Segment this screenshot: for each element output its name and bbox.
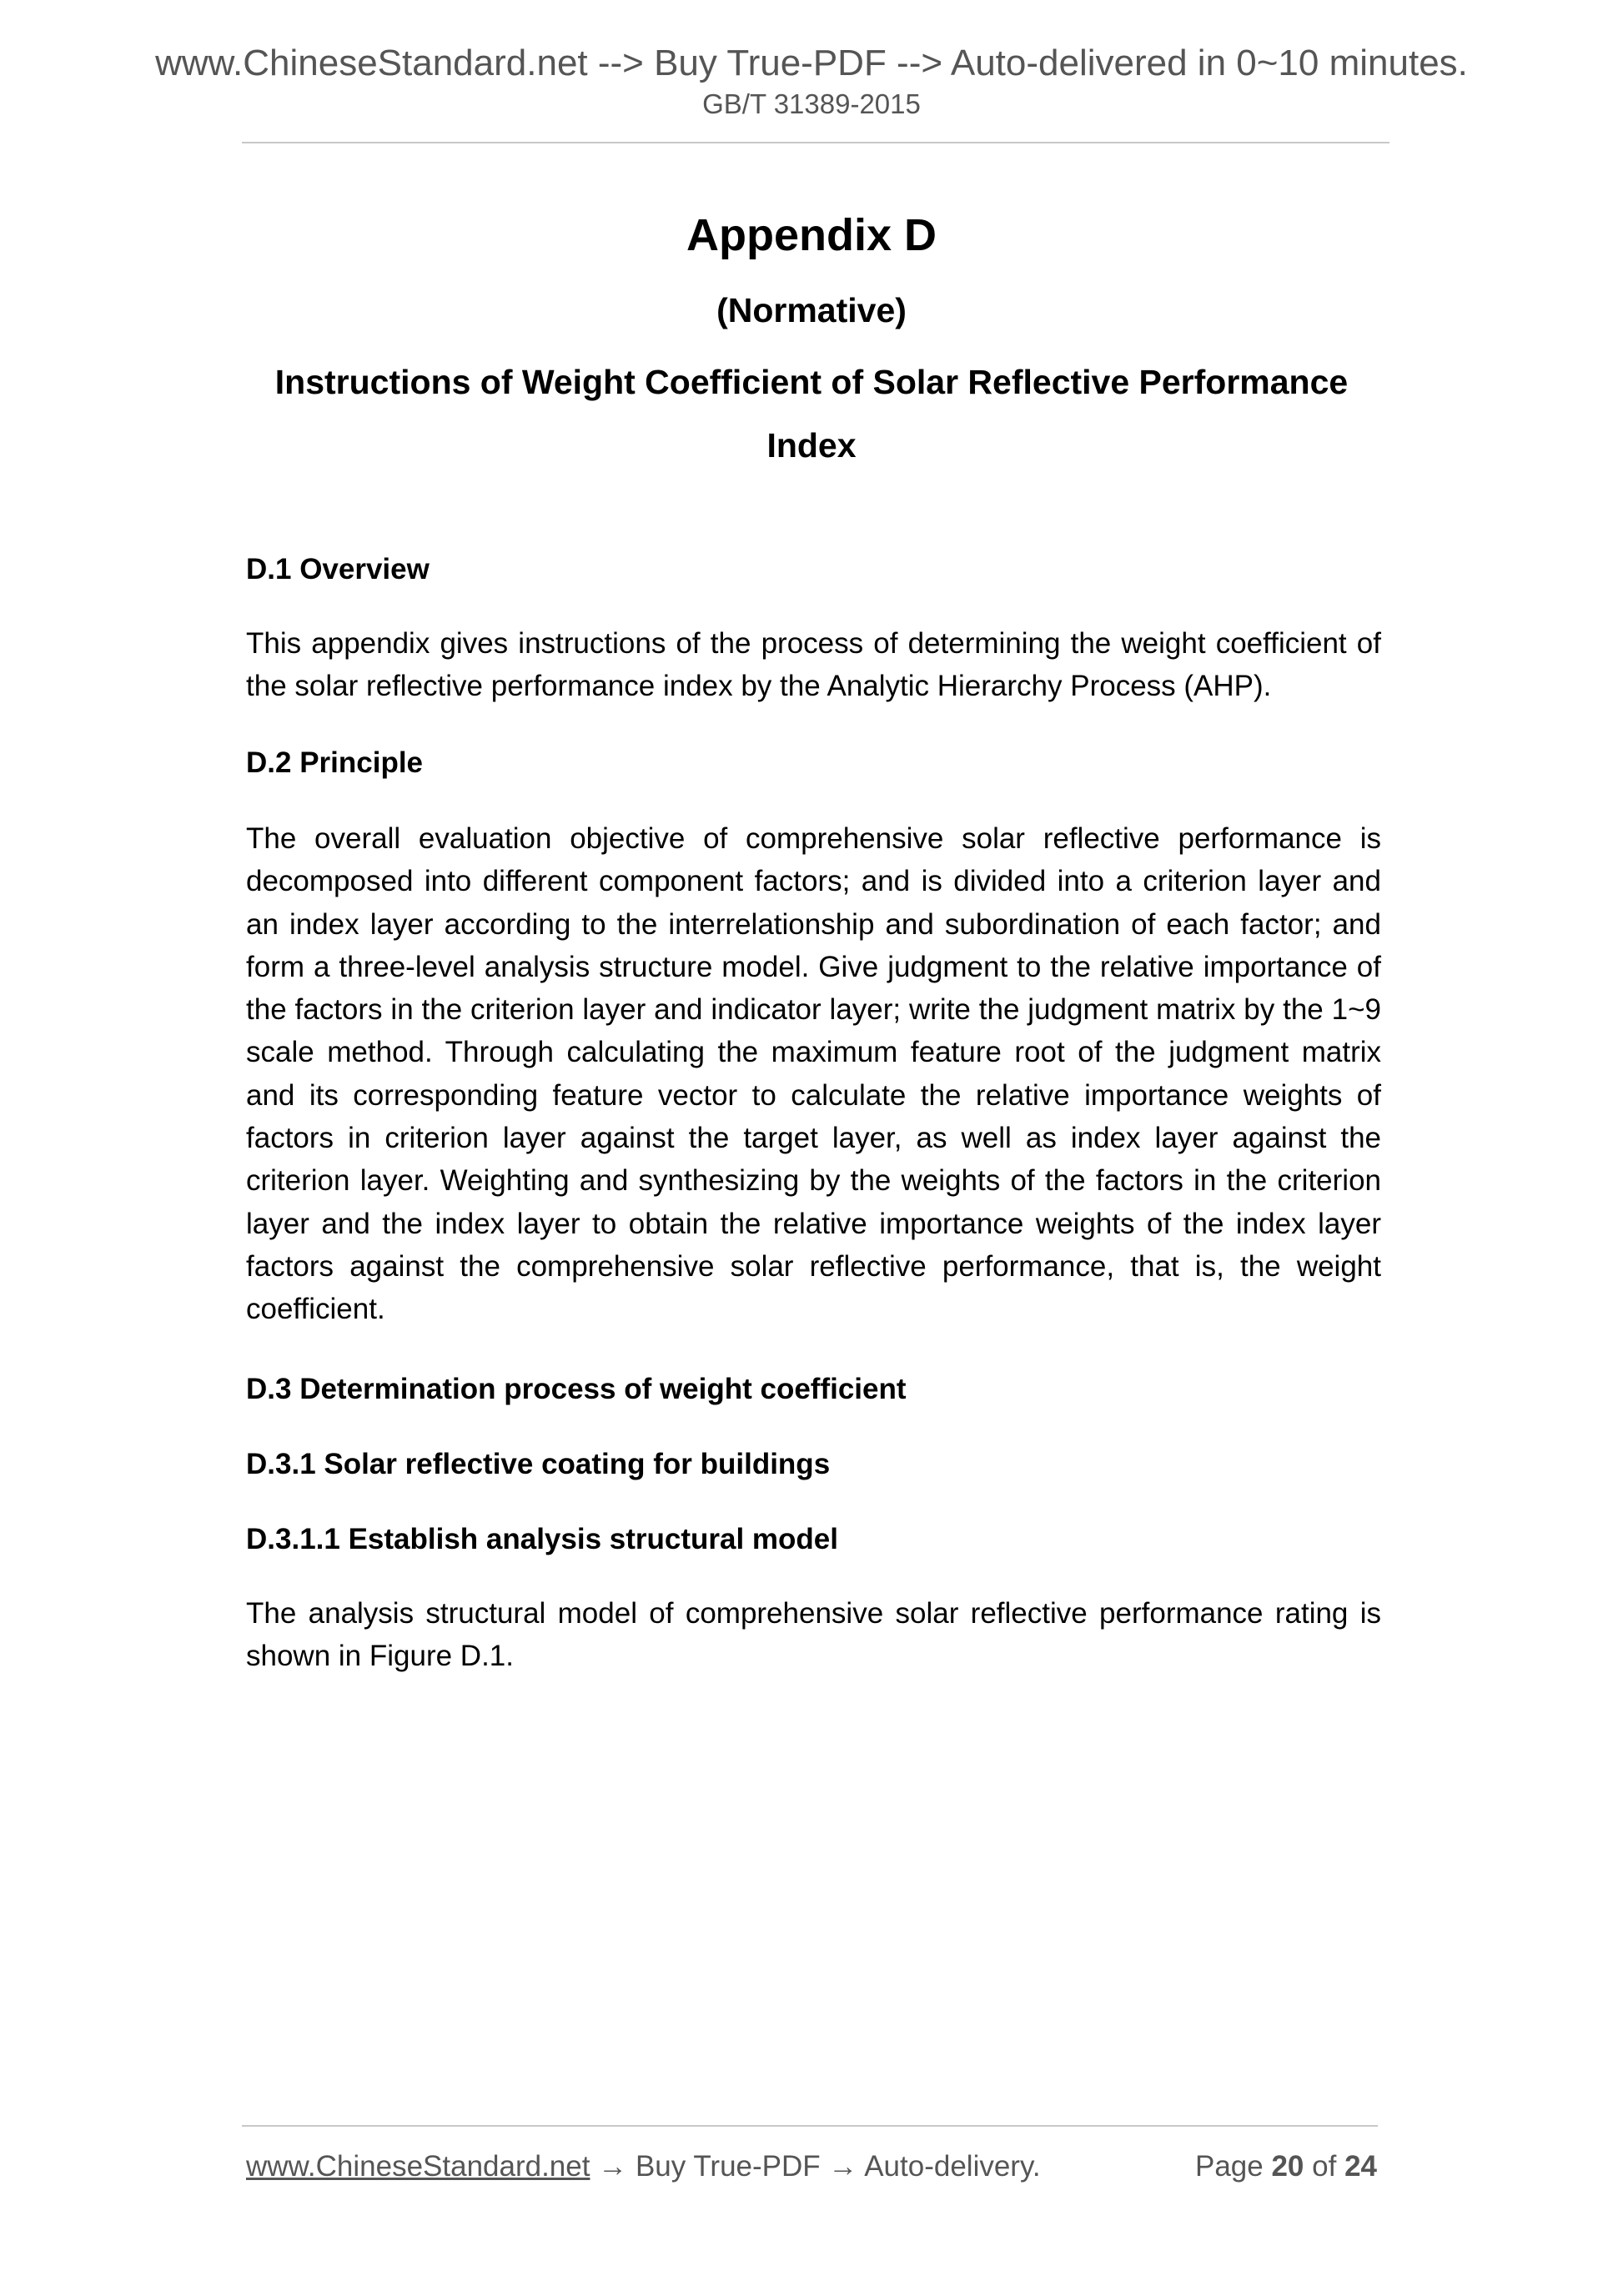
footer-divider [242,2125,1378,2127]
section-d311-heading: D.3.1.1 Establish analysis structural model [246,1523,838,1555]
arrow-right-icon: → [828,2150,865,2183]
section-d2-text: The overall evaluation objective of comprehensive solar reflective performance is decomposed into different component factors; and is divided into a criterion layer and an index layer according to the interrelationship and subordination of each factor; and form a three-level analysis structure model. Give judgment to the relative importance of the factors in the criterion layer and indicator layer; write the judgment matrix by the 1~9 scale method. Through calculating the maximum feature root of the judgment matrix and its corresponding feature vector to calculate the relative importance weights of factors in criterion layer against the target layer, as well as index layer against the criterion layer. Weighting and synthesizing by the weights of the factors in the criterion layer and the index layer to obtain the relative importance weights of the index layer factors against the comprehensive solar reflective performance, that is, the weight coefficient. [246,822,1381,1326]
section-d1-text: This appendix gives instructions of the process of determining the weight coefficient of the solar reflective performance index by the Analytic Hierarchy Process (AHP). [246,627,1381,703]
header-banner: www.ChineseStandard.net --> Buy True-PDF --> Auto-delivered in 0~10 minutes. [155,43,1468,83]
header-divider [242,142,1389,143]
page-total: 24 [1344,2150,1377,2183]
footer [246,2146,1377,2188]
section-d3-heading: D.3 Determination process of weight coefficient [246,1373,907,1405]
page-current: 20 [1271,2150,1304,2183]
appendix-normative: (Normative) [716,291,907,329]
page-indicator [1195,2146,1377,2188]
page-label: Page [1194,2150,1264,2183]
footer-site-link[interactable]: www.ChineseStandard.net [246,2150,590,2183]
footer-delivery-text: Auto-delivery. [864,2150,1041,2183]
arrow-right-icon: → [598,2150,636,2183]
section-d311-text: The analysis structural model of comprehensive solar reflective performance rating is shown in Figure D.1. [246,1597,1381,1673]
section-d2-heading: D.2 Principle [246,746,424,779]
footer-left [246,2146,1041,2188]
appendix-main-title: Instructions of Weight Coefficient of Solar Reflective Performance Index [274,363,1349,465]
section-d1-heading: D.1 Overview [246,553,430,585]
standard-code: GB/T 31389-2015 [702,88,921,119]
footer-buy-text: Buy True-PDF [635,2150,821,2183]
page-of: of [1312,2150,1337,2183]
section-d31-heading: D.3.1 Solar reflective coating for buildings [246,1448,831,1480]
appendix-title: Appendix D [686,210,937,260]
